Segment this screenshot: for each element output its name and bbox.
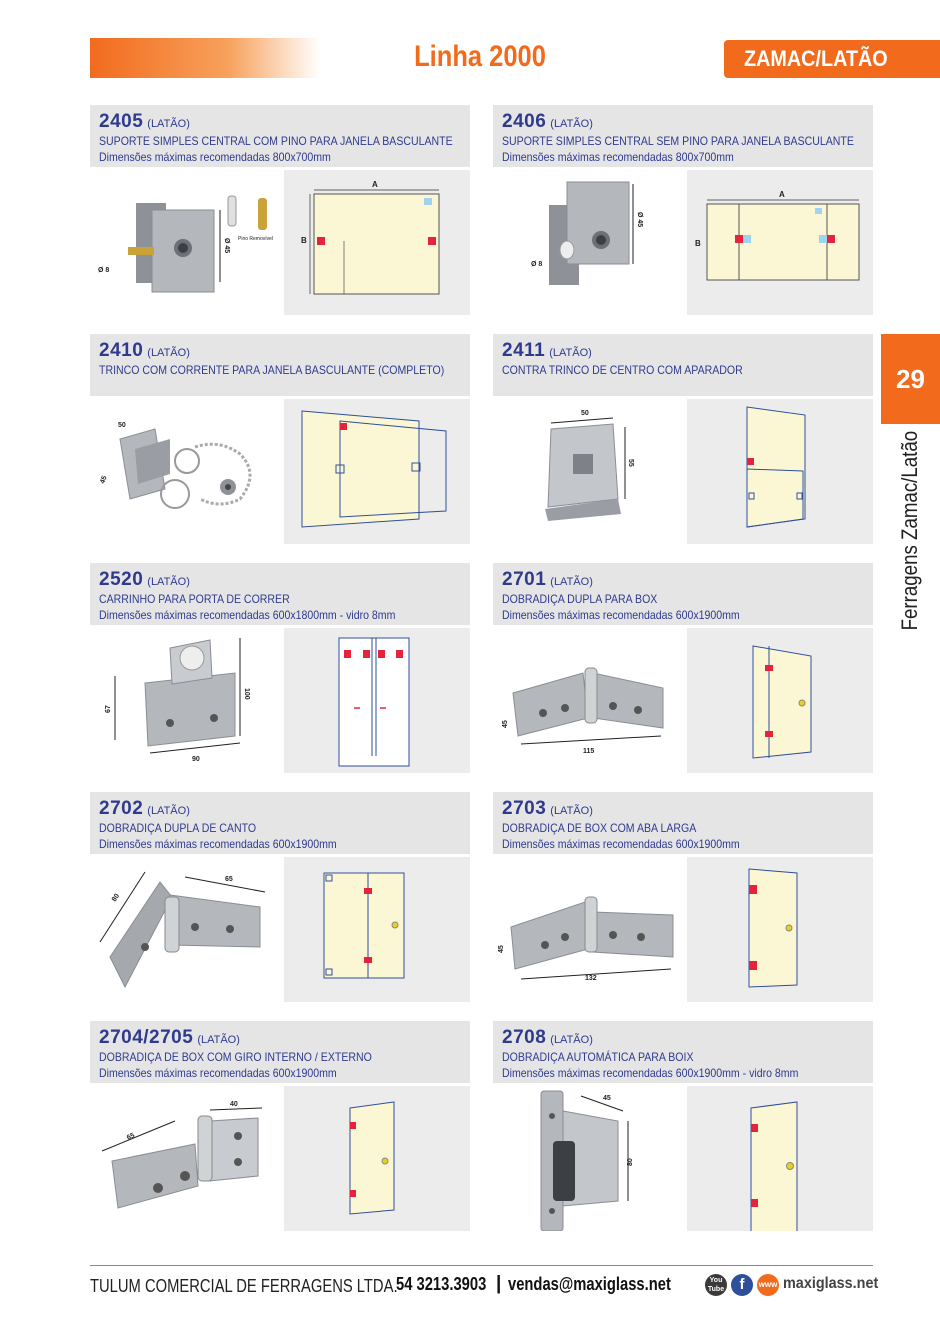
card-header <box>493 105 873 167</box>
product-code: 2410 <box>99 340 144 361</box>
category-label: ZAMAC/LATÃO <box>744 46 888 71</box>
product-photo <box>90 399 280 544</box>
dim-label: 100 <box>243 688 250 700</box>
diagram-label-a: A <box>372 180 378 189</box>
card-header <box>90 792 470 854</box>
product-code: 2701 <box>502 569 547 590</box>
dim-label: 132 <box>585 975 597 982</box>
page-number: 29 <box>881 334 940 424</box>
website-icon[interactable]: www <box>757 1274 779 1296</box>
product-photo <box>493 399 683 544</box>
facebook-icon[interactable]: f <box>731 1274 753 1296</box>
dim-label: Ø 45 <box>636 212 643 228</box>
installation-diagram <box>687 170 873 315</box>
page-title: Linha 2000 <box>414 40 546 73</box>
product-dimensions: Dimensões máximas recomendadas 800x700mm <box>502 150 734 164</box>
installation-diagram <box>284 1086 470 1231</box>
product-code: 2411 <box>502 340 546 361</box>
card-header <box>493 334 873 396</box>
product-photo <box>493 1086 683 1231</box>
product-card-2701 <box>493 563 873 773</box>
dim-label: Ø 8 <box>98 267 110 274</box>
installation-diagram <box>687 399 873 544</box>
installation-diagram <box>284 628 470 773</box>
product-photo <box>493 857 683 1002</box>
product-code: 2702 <box>99 798 144 819</box>
product-material: (LATÃO) <box>550 576 593 588</box>
dim-label: 80 <box>110 892 122 904</box>
installation-diagram <box>687 1086 873 1231</box>
product-card-2702 <box>90 792 470 1002</box>
product-card-2703 <box>493 792 873 1002</box>
header-accent-bar <box>90 38 320 78</box>
product-dimensions: Dimensões máximas recomendadas 600x1900mm - vidro 8mm <box>502 1066 799 1080</box>
dim-label: 55 <box>627 459 634 467</box>
product-code: 2704/2705 <box>99 1027 194 1048</box>
footer-divider <box>90 1265 873 1266</box>
product-description: DOBRADIÇA DUPLA PARA BOX <box>502 592 658 606</box>
product-description: DOBRADIÇA DUPLA DE CANTO <box>99 821 257 835</box>
dim-label: 90 <box>192 756 200 763</box>
product-dimensions: Dimensões máximas recomendadas 600x1900mm <box>99 1066 337 1080</box>
dim-label: 67 <box>105 705 112 713</box>
card-header <box>493 1021 873 1083</box>
card-header <box>493 563 873 625</box>
installation-diagram <box>687 857 873 1002</box>
product-description: CONTRA TRINCO DE CENTRO COM APARADOR <box>502 363 743 377</box>
product-photo <box>90 857 280 1002</box>
product-material: (LATÃO) <box>197 1034 240 1046</box>
product-code: 2405 <box>99 111 144 132</box>
category-badge <box>724 40 940 78</box>
product-material: (LATÃO) <box>550 1034 593 1046</box>
product-photo <box>90 1086 280 1231</box>
product-description: DOBRADIÇA DE BOX COM ABA LARGA <box>502 821 697 835</box>
product-description: SUPORTE SIMPLES CENTRAL SEM PINO PARA JANELA BASCULANTE <box>502 134 854 148</box>
diagram-label-b: B <box>301 236 307 245</box>
product-description: SUPORTE SIMPLES CENTRAL COM PINO PARA JANELA BASCULANTE <box>99 134 453 148</box>
footer-separator: | <box>496 1273 502 1294</box>
youtube-icon[interactable]: You Tube <box>705 1274 727 1296</box>
product-description: DOBRADIÇA AUTOMÁTICA PARA BOIX <box>502 1050 694 1064</box>
product-material: (LATÃO) <box>147 347 190 359</box>
dim-label: 45 <box>498 945 505 953</box>
product-code: 2406 <box>502 111 547 132</box>
product-material: (LATÃO) <box>147 576 190 588</box>
product-material: (LATÃO) <box>549 347 592 359</box>
dim-label: 45 <box>502 720 509 728</box>
product-card-2411 <box>493 334 873 544</box>
product-photo <box>493 170 683 315</box>
product-card-2405 <box>90 105 470 315</box>
product-dimensions: Dimensões máximas recomendadas 800x700mm <box>99 150 331 164</box>
product-card-2410 <box>90 334 470 544</box>
product-material: (LATÃO) <box>550 118 593 130</box>
product-photo <box>90 170 280 315</box>
product-code: 2520 <box>99 569 144 590</box>
card-header <box>90 334 470 396</box>
installation-diagram <box>687 628 873 773</box>
product-description: TRINCO COM CORRENTE PARA JANELA BASCULANTE (COMPLETO) <box>99 363 445 377</box>
dim-label: Ø 8 <box>531 261 543 268</box>
dim-label: 50 <box>581 410 589 417</box>
dim-label: 80 <box>627 1158 634 1166</box>
email-address[interactable]: vendas@maxiglass.net <box>508 1274 671 1294</box>
dim-label: 45 <box>99 474 109 485</box>
product-description: DOBRADIÇA DE BOX COM GIRO INTERNO / EXTERNO <box>99 1050 372 1064</box>
installation-diagram <box>284 399 470 544</box>
section-label: Ferragens Zamac/Latão <box>897 430 922 631</box>
dim-label: Ø 45 <box>223 238 230 254</box>
card-header <box>90 563 470 625</box>
diagram-label-b: B <box>695 239 701 248</box>
product-code: 2708 <box>502 1027 547 1048</box>
installation-diagram <box>284 857 470 1002</box>
product-photo <box>493 628 683 773</box>
product-dimensions: Dimensões máximas recomendadas 600x1900mm <box>502 608 740 622</box>
diagram-label-a: A <box>779 190 785 199</box>
product-card-2708 <box>493 1021 873 1231</box>
dim-label: 115 <box>583 748 595 755</box>
product-photo <box>90 628 280 773</box>
card-header <box>90 1021 470 1083</box>
product-material: (LATÃO) <box>550 805 593 817</box>
dim-label: 65 <box>125 1132 136 1142</box>
product-material: (LATÃO) <box>147 805 190 817</box>
product-description: CARRINHO PARA PORTA DE CORRER <box>99 592 290 606</box>
phone-number: 54 3213.3903 <box>396 1274 487 1294</box>
website-link[interactable]: maxiglass.net <box>783 1275 879 1292</box>
product-code: 2703 <box>502 798 547 819</box>
card-header <box>493 792 873 854</box>
company-name: TULUM COMERCIAL DE FERRAGENS LTDA. <box>90 1276 398 1296</box>
dim-label: 40 <box>230 1101 238 1108</box>
product-dimensions: Dimensões máximas recomendadas 600x1800mm - vidro 8mm <box>99 608 396 622</box>
product-card-2406 <box>493 105 873 315</box>
product-card-2520 <box>90 563 470 773</box>
dim-label: 45 <box>603 1095 611 1102</box>
card-header <box>90 105 470 167</box>
installation-diagram <box>284 170 470 315</box>
product-material: (LATÃO) <box>147 118 190 130</box>
product-dimensions: Dimensões máximas recomendadas 600x1900mm <box>99 837 337 851</box>
dim-label: 50 <box>118 422 126 429</box>
dim-label: 65 <box>225 876 233 883</box>
note-label: Pino Removível <box>238 236 274 242</box>
product-dimensions: Dimensões máximas recomendadas 600x1900mm <box>502 837 740 851</box>
product-card-2704-2705 <box>90 1021 470 1231</box>
